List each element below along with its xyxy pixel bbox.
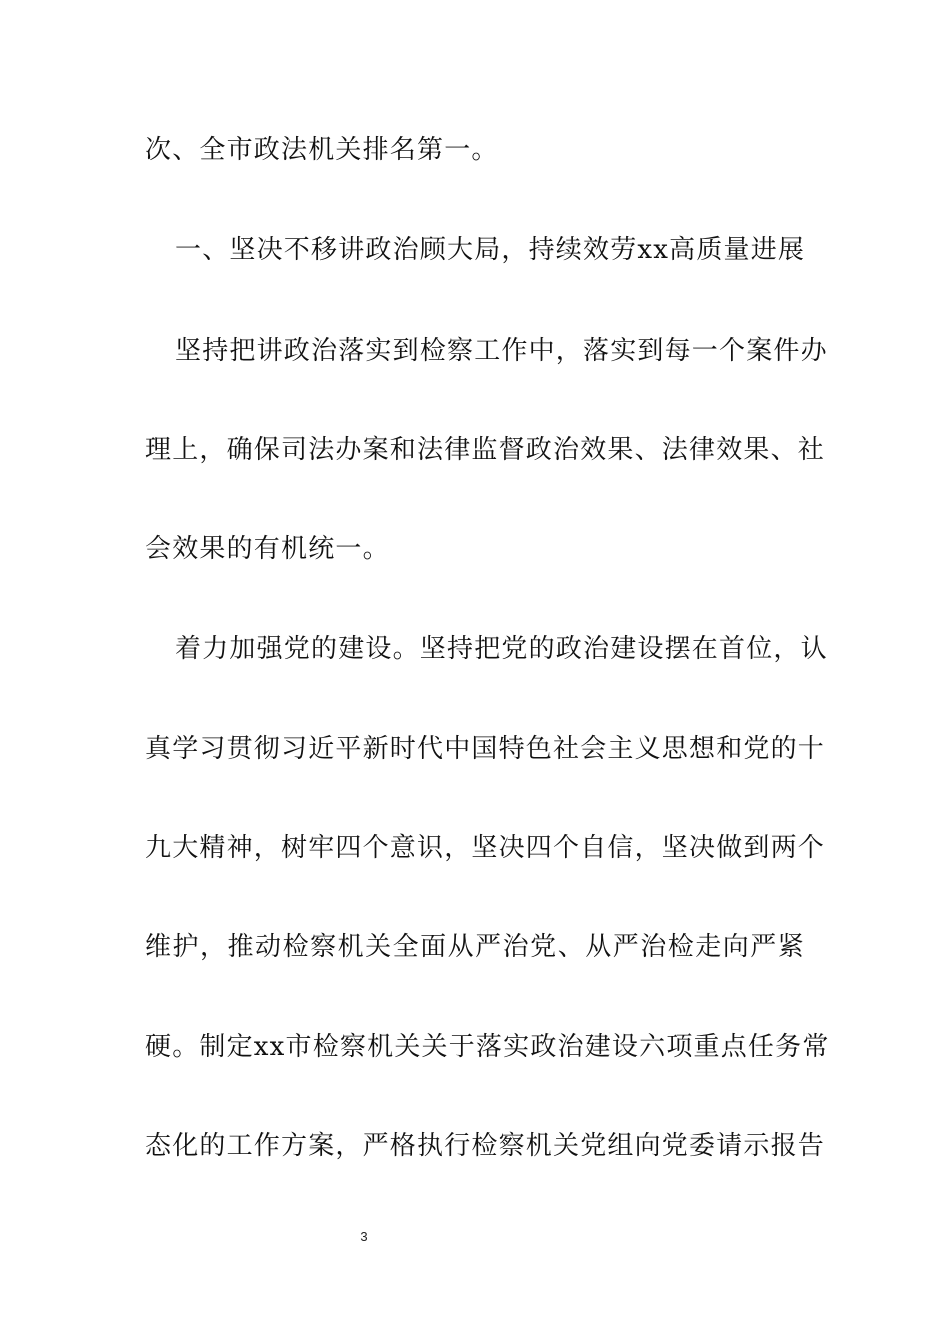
paragraph-line: 理上，确保司法办案和法律监督政治效果、法律效果、社 — [145, 435, 826, 465]
paragraph-line: 真学习贯彻习近平新时代中国特色社会主义思想和党的十 — [145, 734, 826, 764]
page-number: 3 — [360, 1229, 368, 1244]
paragraph-line: 硬。制定xx市检察机关关于落实政治建设六项重点任务常 — [145, 1032, 830, 1062]
paragraph-line: 九大精神，树牢四个意识，坚决四个自信，坚决做到两个 — [145, 833, 826, 863]
paragraph-line: 会效果的有机统一。 — [145, 534, 390, 564]
section-heading: 一、坚决不移讲政治顾大局，持续效劳xx高质量进展 — [175, 235, 806, 265]
paragraph-line: 着力加强党的建设。坚持把党的政治建设摆在首位，认 — [175, 634, 828, 664]
paragraph-line: 态化的工作方案，严格执行检察机关党组向党委请示报告 — [145, 1131, 826, 1161]
paragraph-line: 次、全市政法机关排名第一。 — [145, 135, 499, 165]
paragraph-line: 维护，推动检察机关全面从严治党、从严治检走向严紧 — [145, 932, 805, 962]
paragraph-line: 坚持把讲政治落实到检察工作中，落实到每一个案件办 — [175, 336, 828, 366]
